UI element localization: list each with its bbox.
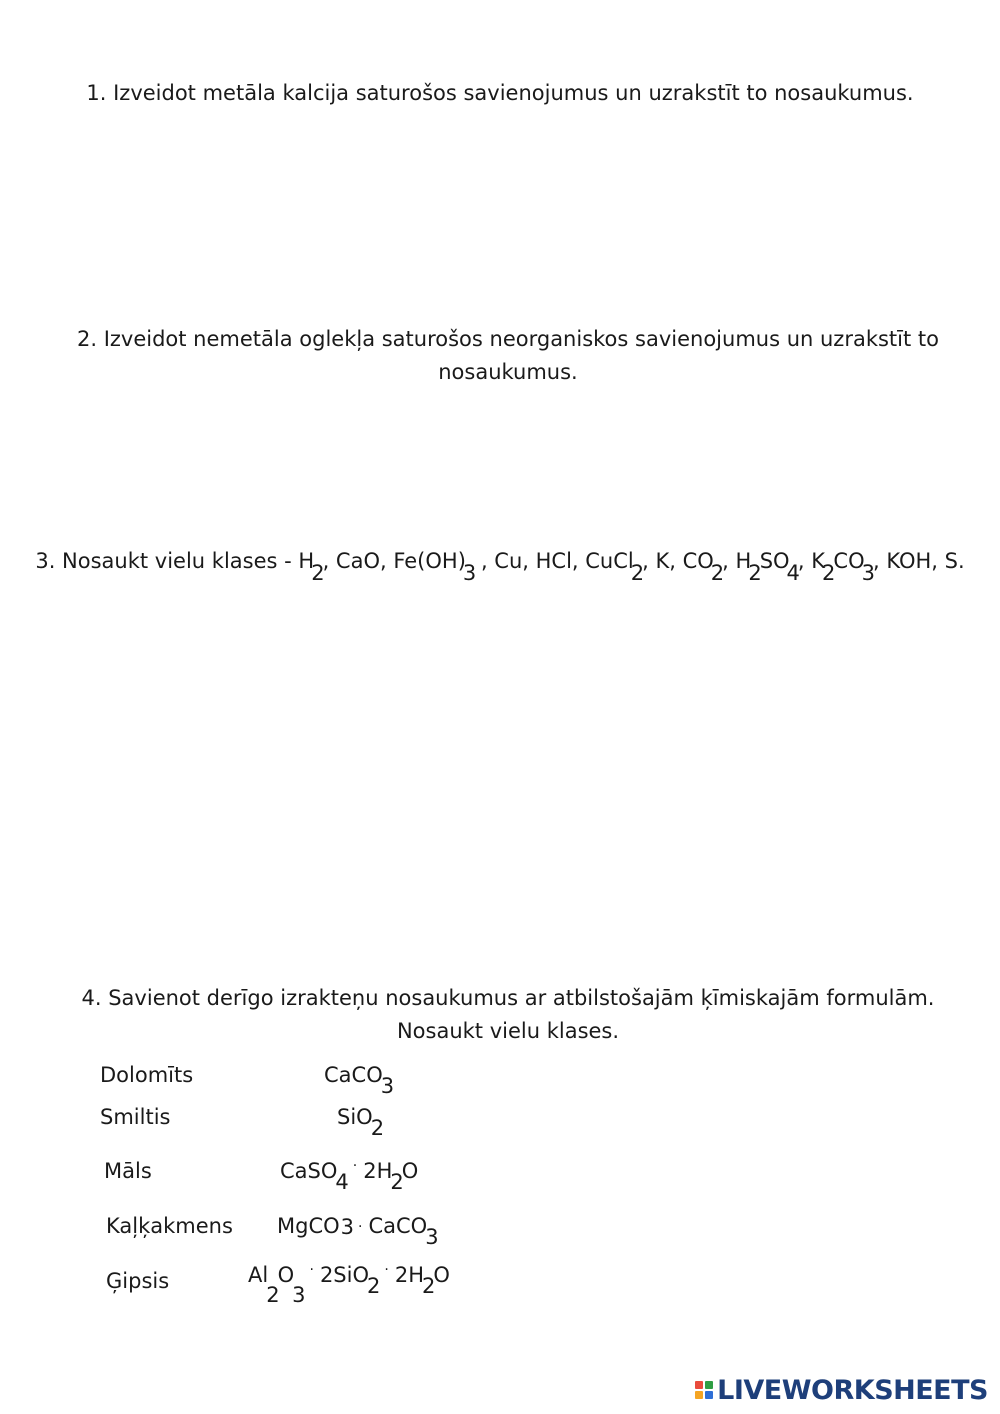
question-1: 1. Izveidot metāla kalcija saturošos savienojumus un uzrakstīt to nosaukumus.	[86, 81, 914, 105]
question-4: 4. Savienot derīgo izrakteņu nosaukumus ar atbilstošajām ķīmiskajām formulām. Nosaukt vielu klases.	[81, 986, 935, 1043]
formula-gypsum	[280, 1158, 419, 1194]
formula-part: CO	[833, 549, 865, 573]
formula-dolomite	[277, 1213, 439, 1249]
formula-caco3	[324, 1062, 395, 1098]
subscript: 3	[462, 561, 477, 585]
formula-clay	[248, 1262, 450, 1307]
formula-part: , H	[722, 549, 752, 573]
logo-block	[695, 1381, 703, 1389]
subscript: 2	[710, 561, 725, 585]
subscript: 2	[311, 561, 325, 585]
middle-dot: ·	[352, 1158, 358, 1174]
subscript: 3	[425, 1225, 439, 1249]
subscript: 2	[822, 561, 836, 585]
formula-part: , Cu, HCl, CuCl	[474, 549, 634, 573]
subscript: 4	[786, 561, 800, 585]
subscript: 2	[390, 1170, 404, 1194]
formula-part: H	[298, 549, 315, 573]
question-3-prefix: 3. Nosaukt vielu klases -	[35, 549, 299, 573]
subscript: 2	[630, 561, 645, 585]
subscript: 3	[380, 1074, 395, 1098]
mineral-name: Ģipsis	[106, 1269, 170, 1293]
middle-dot: ·	[309, 1262, 314, 1278]
mineral-name: Dolomīts	[100, 1063, 194, 1087]
logo-wordmark: LIVEWORKSHEETS	[717, 1374, 988, 1406]
mineral-name: Kaļķakmens	[106, 1214, 233, 1238]
subscript: 3	[340, 1215, 355, 1239]
formula-part: O	[433, 1263, 450, 1287]
formula-part: CaCO	[368, 1214, 428, 1238]
subscript: 2	[370, 1116, 385, 1140]
formula-part: 2H	[394, 1263, 424, 1287]
formula-part: 2SiO	[319, 1263, 369, 1287]
question-3	[0, 545, 1000, 585]
logo-block	[695, 1391, 703, 1399]
formula-part: O	[277, 1263, 295, 1287]
formula-part: , K	[797, 549, 826, 573]
formula-part: MgCO	[277, 1214, 340, 1238]
subscript: 3	[861, 561, 875, 585]
formula-part: SO	[759, 549, 790, 573]
subscript: 3	[292, 1283, 306, 1307]
subscript: 2	[266, 1283, 280, 1307]
subscript: 2	[748, 561, 762, 585]
formula-part: , KOH, S.	[873, 549, 965, 573]
middle-dot: ·	[384, 1262, 389, 1278]
formula-part: CaSO	[280, 1159, 338, 1183]
formula-part: Al	[248, 1263, 269, 1287]
liveworksheets-logo[interactable]	[695, 1373, 988, 1407]
logo-blocks-icon	[695, 1381, 713, 1399]
formula-part: O	[401, 1159, 419, 1183]
formula-part: SiO	[337, 1105, 373, 1129]
subscript: 2	[367, 1274, 381, 1298]
logo-block	[705, 1381, 713, 1389]
logo-block	[705, 1391, 713, 1399]
formula-part: , K, CO	[642, 549, 714, 573]
question-2: 2. Izveidot nemetāla oglekļa saturošos neorganiskos savienojumus un uzrakstīt to nosaukumus.	[76, 327, 939, 384]
middle-dot: ·	[358, 1219, 363, 1235]
mineral-name: Māls	[104, 1159, 152, 1183]
subscript: 2	[421, 1274, 436, 1298]
formula-sio2	[337, 1104, 385, 1140]
subscript: 4	[335, 1170, 349, 1194]
mineral-name: Smiltis	[100, 1105, 171, 1129]
formula-part: 2H	[363, 1159, 393, 1183]
formula-part: CaCO	[324, 1063, 383, 1087]
formula-part: , CaO, Fe(OH)	[322, 549, 466, 573]
